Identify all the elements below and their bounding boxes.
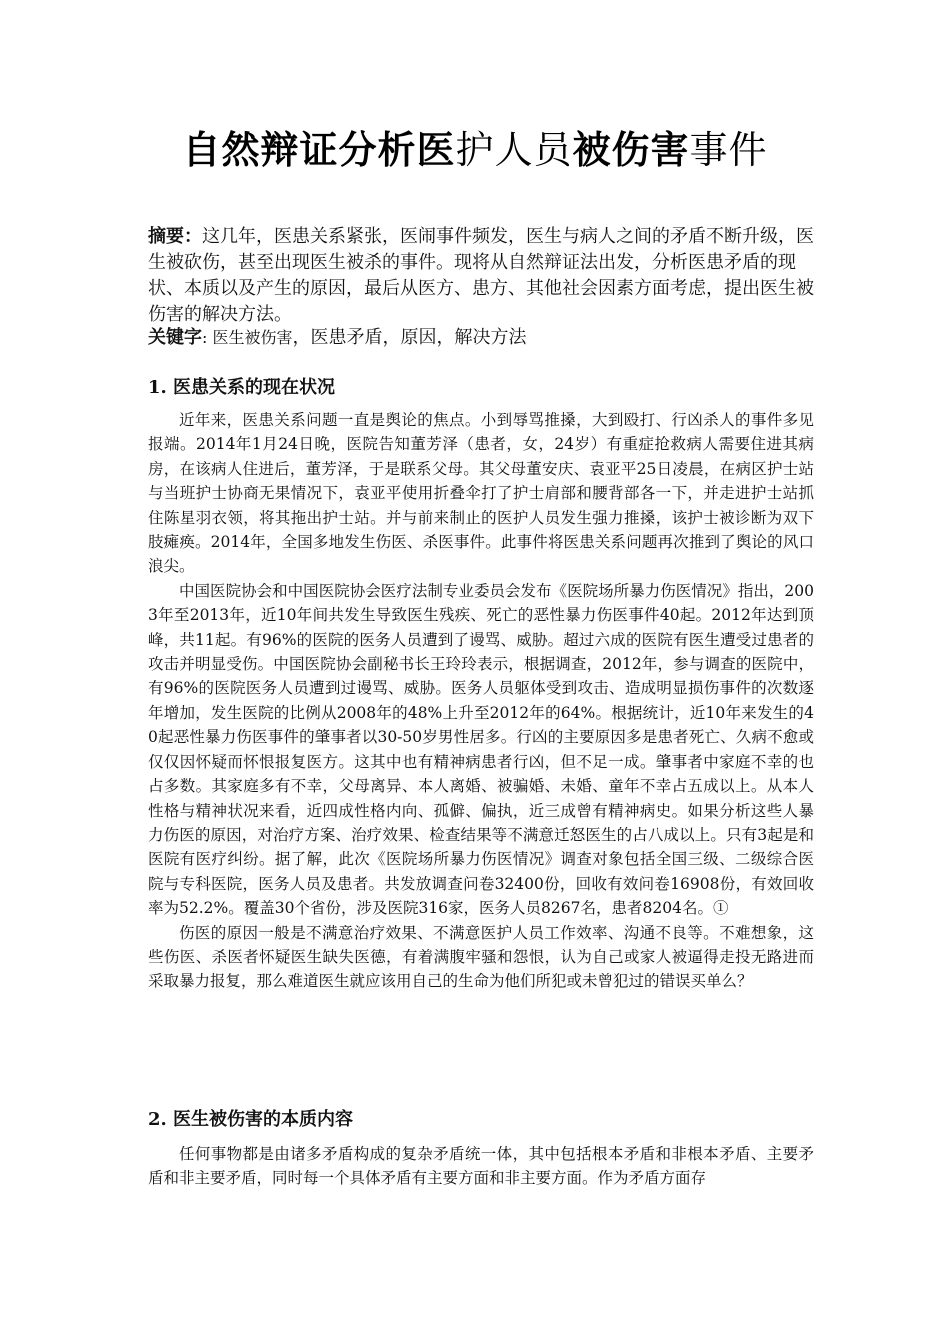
document-title — [0, 122, 950, 178]
keywords — [148, 325, 814, 351]
abstract — [148, 224, 814, 328]
section-2-body — [148, 1142, 814, 1191]
keywords-first: : 医生被伤害 — [202, 328, 293, 347]
section-1-paragraph-3: 伤医的原因一般是不满意治疗效果、不满意医护人员工作效率、沟通不良等。不难想象，这些伤医、杀医者怀疑医生缺失医德，有着满腹牢骚和怨恨，认为自己或家人被逼得走投无路进而采取暴力报复，那么难道医生就应该用自己的生命为他们所犯或未曾犯过的错误买单么？ — [148, 923, 814, 991]
keywords-label: 关键字 — [148, 327, 202, 348]
section-1-heading: 1. 医患关系的现在状况 — [148, 377, 336, 398]
title-part-1: 自然辩证分析医 — [182, 127, 456, 172]
section-1-body — [148, 408, 814, 994]
title-part-3: 被伤害 — [572, 127, 690, 172]
section-1-paragraph-2: 中国医院协会和中国医院协会医疗法制专业委员会发布《医院场所暴力伤医情况》指出，2003年至2013年，近10年间共发生导致医生残疾、死亡的恶性暴力伤医事件40起。2012年达到顶峰，共11起。有96%的医院的医务人员遭到了谩骂、威胁。超过六成的医院有医生遭受过患者的攻击并明显受伤。中国医院协会副秘书长王玲玲表示，根据调查，2012年，参与调查的医院中，有96%的医院医务人员遭到过谩骂、威胁。医务人员躯体受到攻击、造成明显损伤事件的次数逐年增加，发生医院的比例从2008年的48%上升至2012年的64%。根据统计，近10年来发生的40起恶性暴力伤医事件的肇事者以30-50岁男性居多。行凶的主要原因多是患者死亡、久病不愈或仅仅因怀疑而怀恨报复医方。这其中也有精神病患者行凶，但不足一成。肇事者中家庭不幸的也占多数。其家庭多有不幸，父母离异、本人离婚、被骗婚、未婚、童年不幸占五成以上。从本人性格与精神状况来看，近四成性格内向、孤僻、偏执，近三成曾有精神病史。如果分析这些人暴力伤医的原因，对治疗方案、治疗效果、检查结果等不满意迁怒医生的占八成以上。只有3起是和医院有医疗纠纷。据了解，此次《医院场所暴力伤医情况》调查对象包括全国三级、二级综合医院与专科医院，医务人员及患者。共发放调查问卷32400份，回收有效问卷16908份，有效回收率为52.2%。覆盖30个省份，涉及医院316家，医务人员8267名，患者8204名。① — [148, 581, 814, 918]
section-1-paragraph-1: 近年来，医患关系问题一直是舆论的焦点。小到辱骂推搡，大到殴打、行凶杀人的事件多见报端。2014年1月24日晚，医院告知董芳泽（患者，女，24岁）有重症抢救病人需要住进其病房，在该病人住进后，董芳泽，于是联系父母。其父母董安庆、袁亚平25日凌晨，在病区护士站与当班护士协商无果情况下，袁亚平使用折叠伞打了护士肩部和腰背部各一下，并走进护士站抓住陈星羽衣领，将其拖出护士站。并与前来制止的医护人员发生强力推搡，该护士被诊断为双下肢瘫痪。2014年，全国多地发生伤医、杀医事件。此事件将医患关系问题再次推到了舆论的风口浪尖。 — [148, 411, 814, 576]
abstract-text: 这几年，医患关系紧张，医闹事件频发，医生与病人之间的矛盾不断升级，医生被砍伤，甚至出现医生被杀的事件。现将从自然辩证法出发，分析医患矛盾的现状、本质以及产生的原因，最后从医方、患方、其他社会因素方面考虑，提出医生被伤害的解决方法。 — [148, 226, 814, 325]
section-2-heading: 2. 医生被伤害的本质内容 — [148, 1109, 354, 1130]
section-2-paragraph-1: 任何事物都是由诸多矛盾构成的复杂矛盾统一体，其中包括根本矛盾和非根本矛盾、主要矛盾和非主要矛盾，同时每一个具体矛盾有主要方面和非主要方面。作为矛盾方面存 — [148, 1145, 814, 1188]
keywords-rest: ，医患矛盾，原因，解决方法 — [292, 327, 527, 348]
title-part-4: 事件 — [689, 128, 768, 172]
title-part-2: 护人员 — [455, 128, 573, 172]
abstract-label: 摘要： — [148, 226, 202, 247]
